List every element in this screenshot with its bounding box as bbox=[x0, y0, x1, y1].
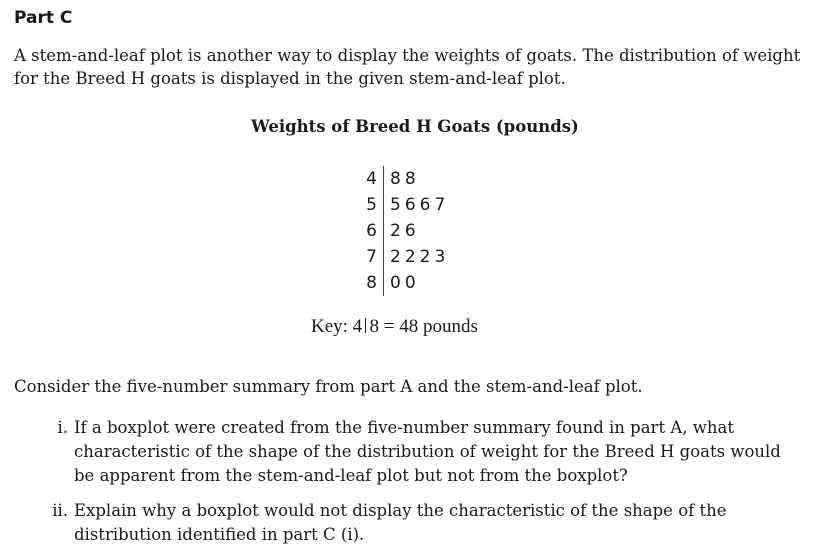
key-suffix: 8 = 48 pounds bbox=[369, 316, 478, 337]
intro-paragraph: A stem-and-leaf plot is another way to display the weights of goats. The distribution of weight for the Breed H goats is displayed in the given stem-and-leaf plot. bbox=[14, 46, 801, 88]
key-prefix: Key: 4 bbox=[311, 316, 363, 337]
leaves: 88 bbox=[390, 169, 420, 189]
leaves: 00 bbox=[390, 273, 420, 293]
stem-leaf-row bbox=[358, 270, 449, 296]
question-text: If a boxplot were created from the five-number summary found in part A, what characteristic of the shape of the distribution of weight for the Breed H goats would be apparent from the stem-and-leaf plot but not from the boxplot? bbox=[74, 418, 781, 485]
stem: 4 bbox=[358, 166, 384, 192]
question-text: Explain why a boxplot would not display the characteristic of the shape of the distribution identified in part C (i). bbox=[74, 501, 727, 544]
consider-statement: Consider the five-number summary from part A and the stem-and-leaf plot. bbox=[14, 377, 643, 396]
key-divider bbox=[365, 318, 366, 333]
stem-leaf-row bbox=[358, 218, 449, 244]
question-item bbox=[0, 416, 804, 488]
stem: 7 bbox=[358, 244, 384, 270]
question-item bbox=[0, 499, 804, 547]
part-heading: Part C bbox=[14, 8, 73, 28]
stem-leaf-row bbox=[358, 244, 449, 270]
stem-leaf-row bbox=[358, 166, 449, 192]
stem-leaf-row bbox=[358, 192, 449, 218]
leaves: 5667 bbox=[390, 195, 450, 215]
question-list bbox=[0, 416, 830, 547]
leaves: 26 bbox=[390, 221, 420, 241]
stem: 6 bbox=[358, 218, 384, 244]
stem: 5 bbox=[358, 192, 384, 218]
question-number: ii. bbox=[52, 501, 68, 520]
question-number: i. bbox=[57, 418, 68, 437]
stem-and-leaf-plot bbox=[358, 166, 449, 296]
stem: 8 bbox=[358, 270, 384, 296]
leaves: 2223 bbox=[390, 247, 450, 267]
plot-key bbox=[311, 316, 478, 338]
plot-title: Weights of Breed H Goats (pounds) bbox=[251, 117, 579, 136]
